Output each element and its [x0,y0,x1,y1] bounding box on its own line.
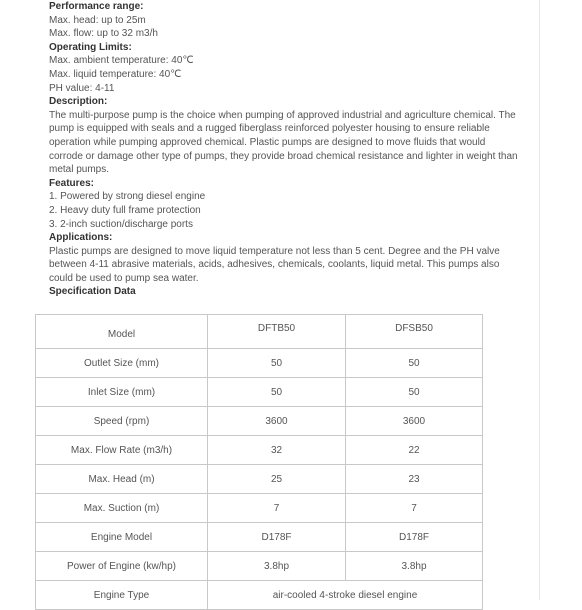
spec-label: Max. Suction (m) [36,494,208,523]
spec-value: 50 [208,349,346,378]
table-row [36,552,483,581]
model-a: DFTB50 [257,323,296,334]
limits-section [49,41,504,95]
spec-heading: Specification Data [49,286,136,298]
spec-value: D178F [208,523,346,552]
table-row [36,494,483,523]
description-line: The multi-purpose pump is the choice when pumping of approved industrial and agriculture chemical. The [49,109,516,121]
applications-section [49,231,504,285]
spec-value: 3600 [346,407,483,436]
spec-value: 32 [208,436,346,465]
spec-label: Engine Model [36,523,208,552]
spec-label: Model [107,329,136,340]
spec-value: 50 [346,378,483,407]
spec-value: 22 [346,436,483,465]
spec-label: Speed (rpm) [36,407,208,436]
spec-value: 3.8hp [346,552,483,581]
spec-label: Engine Type [36,581,208,610]
spec-value: 7 [208,494,346,523]
performance-section [49,0,504,41]
content-divider [539,0,540,600]
spec-table [35,314,483,610]
description-line: pump is equipped with seals and a rugged fiberglass reinforced polyester housing to ensure reliable [49,123,490,135]
applications-heading: Applications: [49,232,113,244]
limits-line: Max. ambient temperature: 40℃ [49,55,194,67]
table-row [36,315,483,349]
spec-value: 25 [208,465,346,494]
limits-line: PH value: 4-11 [49,82,115,94]
performance-line: Max. head: up to 25m [49,14,146,26]
spec-value-cell [346,315,483,349]
spec-value-cell [208,315,346,349]
table-row [36,378,483,407]
spec-label: Power of Engine (kw/hp) [36,552,208,581]
features-line: 3. 2-inch suction/discharge ports [49,218,193,230]
description-line: corrode or damage other type of pumps, they provide broad chemical resistance and lighter in weight than [49,150,518,162]
applications-line: Plastic pumps are designed to move liquid temperature not less than 5 cent. Degree and the PH valve [49,245,500,257]
limits-heading: Operating Limits: [49,41,132,53]
spec-label: Outlet Size (mm) [36,349,208,378]
spec-value: 7 [346,494,483,523]
spec-value-merged: air-cooled 4-stroke diesel engine [208,581,483,610]
description-heading: Description: [49,96,108,108]
spec-value: D178F [346,523,483,552]
model-b: DFSB50 [395,323,433,334]
product-description [49,0,518,299]
description-section [49,95,518,177]
limits-line: Max. liquid temperature: 40℃ [49,68,182,80]
spec-value: 3600 [208,407,346,436]
features-section [49,177,504,231]
spec-value: 50 [346,349,483,378]
performance-heading: Performance range: [49,1,144,12]
spec-label-cell [36,315,208,349]
table-row [36,465,483,494]
table-row [36,523,483,552]
table-row [36,349,483,378]
features-heading: Features: [49,177,95,189]
spec-value: 23 [346,465,483,494]
features-line: 1. Powered by strong diesel engine [49,191,206,203]
features-line: 2. Heavy duty full frame protection [49,204,201,216]
spec-value: 50 [208,378,346,407]
table-row [36,581,483,610]
applications-line: between 4-11 abrasive materials, acids, adhesives, chemicals, coolants, liquid metal. This pumps also [49,259,500,271]
spec-label: Inlet Size (mm) [36,378,208,407]
performance-line: Max. flow: up to 32 m3/h [49,28,158,40]
table-row [36,436,483,465]
description-line: metal pumps. [49,164,110,176]
applications-line: could be used to pump sea water. [49,272,199,284]
spec-label: Max. Head (m) [36,465,208,494]
description-line: operation while pumping approved chemical. Plastic pumps are designed to move fluids that would [49,136,486,148]
spec-value: 3.8hp [208,552,346,581]
table-row [36,407,483,436]
spec-label: Max. Flow Rate (m3/h) [36,436,208,465]
